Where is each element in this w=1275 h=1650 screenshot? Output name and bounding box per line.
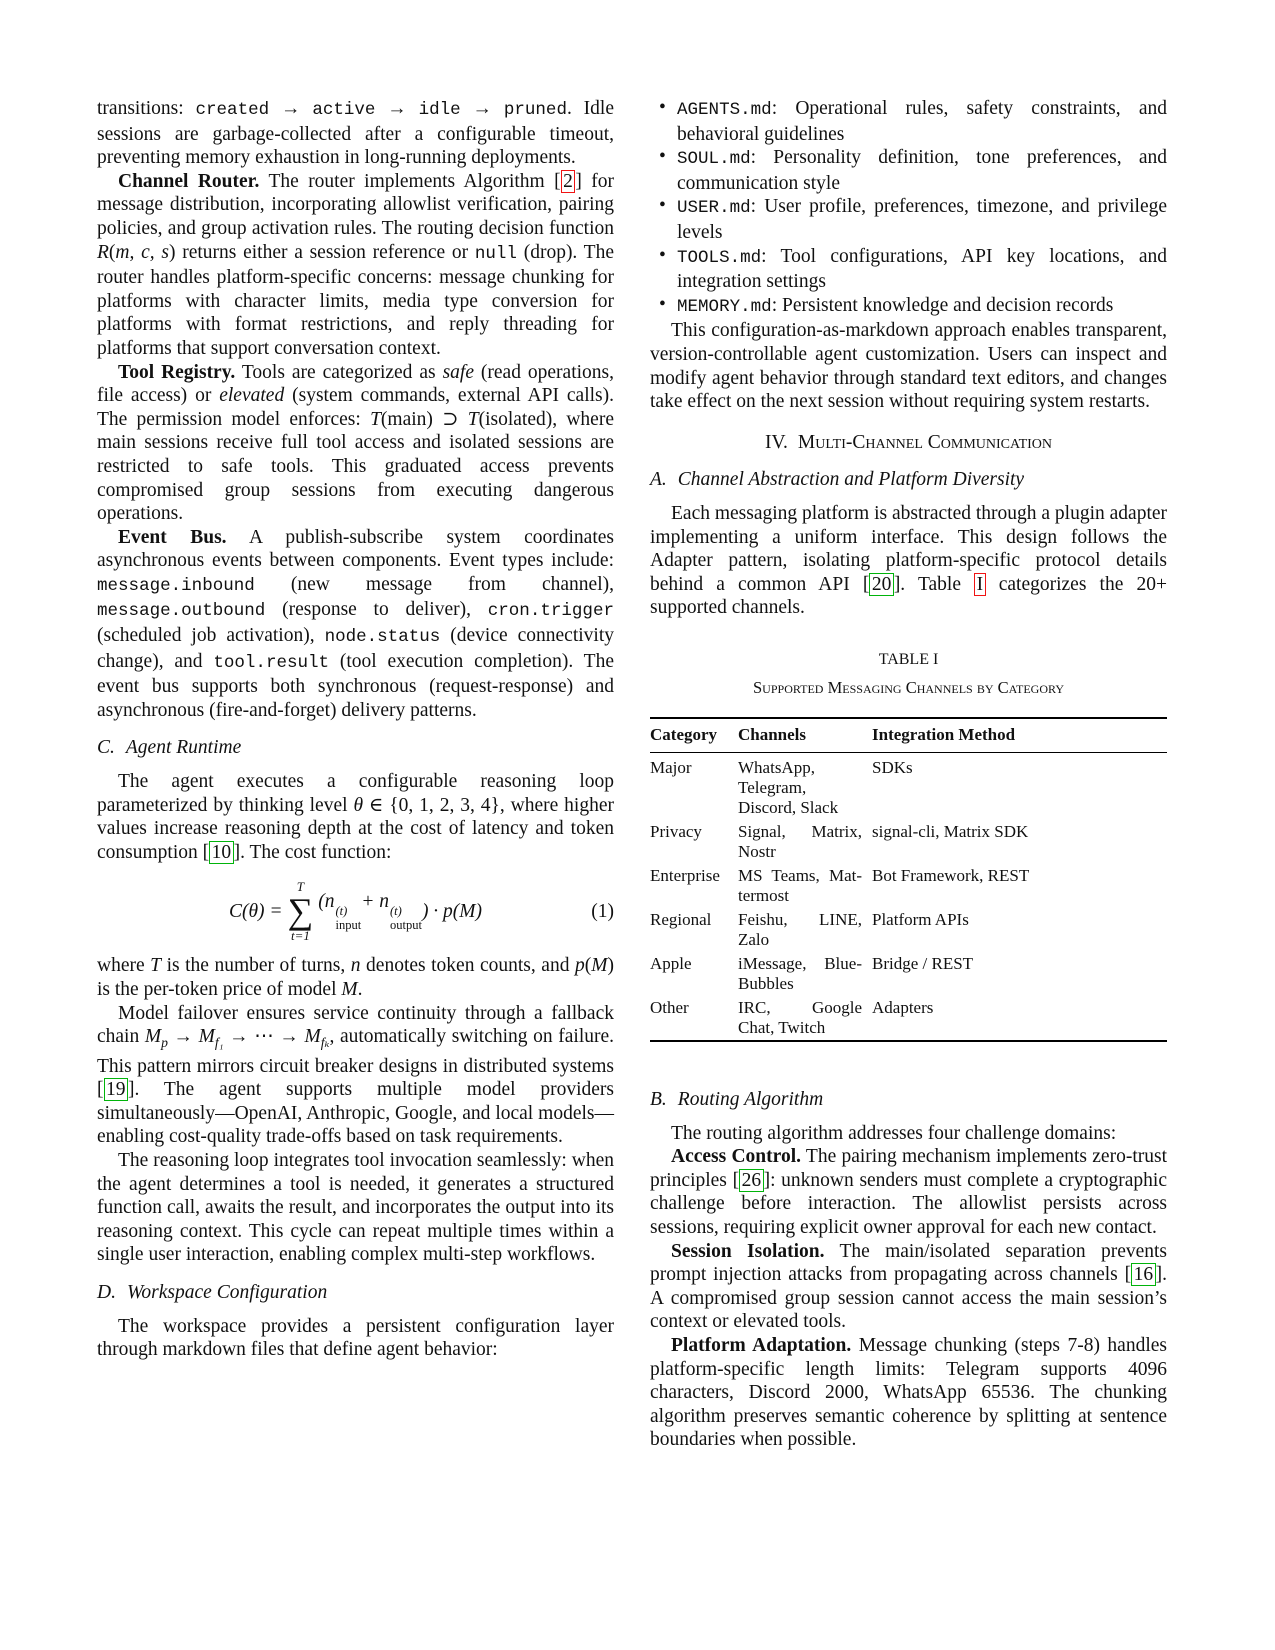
subsection-title: Routing Algorithm xyxy=(677,1089,824,1111)
citation-ref[interactable]: 10 xyxy=(209,841,234,864)
subscript: f₁ xyxy=(214,1035,224,1051)
text-segment: This configuration-as-markdown approach enables transparent, version-controllable agent customization. Users can inspect and modify agent behavior through standard text editors, and changes take effect on the next session without requiring system restarts. xyxy=(650,320,1167,413)
equation-term xyxy=(422,900,482,924)
table-row xyxy=(650,753,1167,821)
paragraph xyxy=(97,1149,614,1267)
term-base: ) · p(M) xyxy=(421,900,483,922)
text-segment: (isolated), where main sessions receive full tool access and isolated sessions are restricted to safe tools. This graduated access prevents compromised group sessions from executing dangerous operations. xyxy=(97,408,614,525)
citation-ref[interactable]: 19 xyxy=(104,1078,129,1101)
supsub-stack xyxy=(390,904,422,932)
text-segment: ]. A compromised group session cannot access the main session’s context or elevated tools. xyxy=(650,1264,1167,1333)
config-file-name: TOOLS.md xyxy=(677,247,762,268)
text-segment: ]. The agent supports multiple model providers simultaneously—OpenAI, Anthropic, Google, and local models—enabling cost-quality trade-offs based on task requirements. xyxy=(97,1079,614,1148)
subsection-number: B. xyxy=(650,1089,667,1111)
bold-lead-in: Session Isolation. xyxy=(671,1240,825,1262)
config-file-name: AGENTS.md xyxy=(677,100,772,120)
table-row xyxy=(650,908,1167,952)
list-item-separator: : xyxy=(750,147,774,169)
config-file-name: SOUL.md xyxy=(677,149,751,170)
paragraph xyxy=(650,1145,1167,1239)
list-item-text: User profile, preferences, timezone, and privilege levels xyxy=(677,196,1167,243)
category-cell: Major xyxy=(650,758,692,778)
sum-upper-limit: T xyxy=(296,879,305,895)
internal-ref[interactable]: I xyxy=(974,573,986,596)
summation-operator xyxy=(288,879,314,943)
category-cell: Privacy xyxy=(650,822,702,842)
text-segment: (main) ⊃ xyxy=(380,408,468,430)
subsection-heading xyxy=(97,736,614,760)
paragraph xyxy=(650,1334,1167,1452)
table-caption-label: TABLE I xyxy=(878,650,939,668)
text-segment: The pairing mechanism implements zero-trust principles [ xyxy=(650,1146,1167,1191)
subscript: fₖ xyxy=(320,1035,330,1051)
channels-line: Discord, Slack xyxy=(738,798,839,818)
italic-text: m, c, s xyxy=(115,241,169,263)
text-segment: categorizes the 20+ supported channels. xyxy=(650,573,1167,619)
citation-ref[interactable]: 26 xyxy=(739,1169,764,1192)
text-segment: where xyxy=(97,955,151,977)
paragraph xyxy=(650,502,1167,620)
channels-cell xyxy=(738,864,872,908)
category-cell: Enterprise xyxy=(650,866,720,886)
list-item-separator: : xyxy=(761,245,781,267)
equation-lhs: C(θ) = xyxy=(228,900,283,922)
paragraph xyxy=(97,770,614,864)
term-subscript: output xyxy=(389,918,422,933)
config-file-name: USER.md xyxy=(677,198,751,219)
term-base: (n xyxy=(318,891,335,913)
bullet-icon: • xyxy=(659,244,666,266)
text-segment: → xyxy=(167,1026,199,1048)
sum-lower-limit: t=1 xyxy=(290,928,310,944)
table-header-cell: Category xyxy=(650,718,738,753)
subsection-title: Workspace Configuration xyxy=(126,1282,328,1304)
bold-lead-in: Tool Registry. xyxy=(118,361,236,383)
table-row xyxy=(650,996,1167,1041)
bold-lead-in: Access Control. xyxy=(671,1146,801,1168)
italic-text: M xyxy=(198,1026,215,1048)
paragraph xyxy=(650,319,1167,413)
text-segment: (scheduled job activation), xyxy=(97,625,325,647)
italic-text: T xyxy=(467,408,479,430)
text-segment: ) is the per-token price of model xyxy=(97,955,614,1000)
code-span: active xyxy=(312,100,376,120)
channels-line: Telegram, xyxy=(738,778,807,798)
italic-text: n xyxy=(350,955,361,977)
list-item-separator: : xyxy=(750,196,765,218)
category-cell: Other xyxy=(650,998,689,1018)
bullet-list xyxy=(650,97,1167,319)
list-item-text: Operational rules, safety constraints, and behavioral guidelines xyxy=(677,98,1167,145)
subscript: p xyxy=(161,1035,168,1051)
text-segment: transitions: xyxy=(97,98,196,119)
equation-number: (1) xyxy=(591,900,614,922)
italic-text: safe xyxy=(442,361,474,383)
subsection-number: C. xyxy=(97,737,115,759)
list-item-separator: : xyxy=(771,98,796,119)
subsection-title: Agent Runtime xyxy=(125,737,242,759)
text-segment: Model failover ensures service continuity through a fallback chain xyxy=(97,1002,614,1048)
italic-text: T xyxy=(150,955,162,977)
text-segment: (system commands, external API calls). The permission model enforces: xyxy=(97,385,614,430)
section-title: Multi-Channel Communication xyxy=(797,431,1052,453)
term-superscript: (t) xyxy=(389,904,402,919)
code-span: tool.result xyxy=(213,652,330,673)
channels-line: WhatsApp, xyxy=(738,758,815,778)
bullet-icon: • xyxy=(659,195,666,217)
subsection-title: Channel Abstraction and Platform Diversity xyxy=(677,469,1025,491)
table-header-row xyxy=(650,718,1167,753)
category-cell: Regional xyxy=(650,910,712,930)
italic-text: R xyxy=(97,241,109,263)
text-segment: Each messaging platform is abstracted through a plugin adapter implementing a uniform interface. This design follows the Adapter pattern, isolating platform-specific protocol details behind a common API [ xyxy=(650,502,1168,595)
text-segment: → xyxy=(375,98,419,119)
code-span: null xyxy=(474,243,517,264)
code-span: node.status xyxy=(324,627,441,648)
category-cell: Apple xyxy=(650,954,692,974)
text-segment: → ⋯ → xyxy=(223,1026,305,1048)
table-block xyxy=(650,648,1167,1042)
integration-cell: signal-cli, Matrix SDK xyxy=(872,822,1029,842)
text-segment: (response to deliver), xyxy=(265,599,488,621)
integration-cell: Bot Framework, REST xyxy=(872,866,1030,886)
text-segment: The agent executes a configurable reasoning loop parameterized by thinking level xyxy=(97,771,614,816)
channels-line: Nostr xyxy=(738,842,776,862)
italic-text: elevated xyxy=(219,385,285,407)
list-item xyxy=(650,294,1167,320)
channels-cell xyxy=(738,753,872,821)
section-number: IV. xyxy=(764,431,788,453)
equation-term xyxy=(361,890,422,932)
text-segment: . Idle sessions are garbage-collected after a configurable timeout, preventing memory exhaustion in long-running deployments. xyxy=(97,98,614,169)
list-item xyxy=(650,195,1167,244)
channels-line: Signal, Matrix, xyxy=(738,822,862,842)
equation-term xyxy=(318,890,361,932)
subsection-heading xyxy=(97,1281,614,1305)
bold-lead-in: Event Bus. xyxy=(118,526,227,548)
bullet-icon: • xyxy=(659,146,666,168)
channels-table xyxy=(650,717,1167,1042)
channels-line: Feishu, LINE, xyxy=(738,910,862,930)
bold-lead-in: Platform Adaptation. xyxy=(671,1335,852,1356)
text-segment: Tools are categorized as xyxy=(235,361,443,383)
config-file-name: MEMORY.md xyxy=(677,296,772,317)
code-span: message.outbound xyxy=(97,601,266,622)
bold-lead-in: Channel Router. xyxy=(118,170,260,192)
internal-ref[interactable]: 2 xyxy=(561,170,576,193)
list-item-text: Personality definition, tone preferences, and communication style xyxy=(677,147,1167,194)
text-segment: ∈ {0, 1, 2, 3, 4}, where higher values increase reasoning depth at the cost of latency and token consumption [ xyxy=(97,794,614,863)
channels-line: Bubbles xyxy=(738,974,794,994)
list-item-text: Persistent knowledge and decision records xyxy=(781,294,1114,316)
paragraph xyxy=(97,526,614,723)
table-header-cell: Channels xyxy=(738,718,872,753)
paragraph xyxy=(650,1240,1167,1334)
channels-line: Chat, Twitch xyxy=(738,1018,826,1038)
paragraph xyxy=(97,954,614,1001)
channels-line: MS Teams, Mat- xyxy=(738,866,862,886)
bullet-icon: • xyxy=(659,97,666,118)
italic-text: M xyxy=(144,1026,162,1048)
equation xyxy=(97,879,614,943)
text-segment: A publish-subscribe system coordinates asynchronous events between components. Event types include: xyxy=(97,526,614,572)
channels-cell xyxy=(738,952,872,996)
channels-line: termost xyxy=(738,886,789,906)
italic-text: T xyxy=(370,408,381,430)
text-segment: Message chunking (steps 7-8) handles platform-specific length limits: Telegram supports 4096 characters, Discord 2000, WhatsApp 65536. The chunking algorithm preserves semantic coherence by splitting at sentence boundaries when possible. xyxy=(650,1335,1167,1451)
subsection-number: A. xyxy=(650,469,667,491)
italic-text: θ xyxy=(353,794,364,816)
paragraph xyxy=(97,361,614,526)
italic-text: M xyxy=(341,979,358,1000)
list-item xyxy=(650,97,1167,146)
bullet-icon: • xyxy=(659,293,666,315)
text-segment: (device connectivity change), and xyxy=(97,625,615,672)
text-segment: (tool execution completion). The event bus supports both synchronous (request-response) and asynchronous (fire-and-forget) delivery patterns. xyxy=(97,650,614,721)
code-span: cron.trigger xyxy=(487,601,614,622)
text-segment: (read operations, file access) or xyxy=(97,361,615,407)
subsection-heading xyxy=(650,1088,1167,1112)
section-heading xyxy=(650,431,1167,455)
channels-line: IRC, Google xyxy=(738,998,862,1018)
table-row xyxy=(650,864,1167,908)
integration-cell: SDKs xyxy=(872,758,913,778)
text-segment: denotes token counts, and xyxy=(360,955,575,977)
term-superscript: (t) xyxy=(335,904,348,919)
channels-line: Zalo xyxy=(738,930,770,950)
text-segment: ]. The cost function: xyxy=(233,841,392,863)
italic-text: p xyxy=(575,955,585,977)
text-segment: The main/isolated separation prevents prompt injection attacks from propagating across channels [ xyxy=(650,1240,1168,1286)
text-segment: ]: unknown senders must complete a cryptographic challenge before interaction. The allowlist persists across sessions, requiring explicit owner approval for each new contact. xyxy=(650,1169,1167,1239)
paragraph xyxy=(97,97,614,170)
text-segment: (drop). The router handles platform-specific concerns: message chunking for platforms with character limits, media type conversion for platforms with format restrictions, and reply threading for platforms that support conversation context. xyxy=(97,241,615,359)
citation-ref[interactable]: 20 xyxy=(869,573,894,596)
term-base: + n xyxy=(361,891,389,913)
text-segment: ) returns either a session reference or xyxy=(168,241,475,263)
text-segment: . xyxy=(357,979,363,1000)
table-row xyxy=(650,820,1167,864)
list-item xyxy=(650,245,1167,294)
left-column xyxy=(97,97,614,1452)
sigma-symbol: ∑ xyxy=(287,891,314,932)
channels-cell xyxy=(738,996,872,1041)
text-segment: (new message from channel), xyxy=(254,573,614,595)
text-segment: The routing algorithm addresses four challenge domains: xyxy=(671,1122,1117,1144)
text-segment: → xyxy=(269,98,313,119)
list-item xyxy=(650,146,1167,195)
text-segment: The router implements Algorithm [ xyxy=(259,170,561,192)
text-segment: , automatically switching on failure. This pattern mirrors circuit breaker designs in distributed systems [ xyxy=(97,1026,615,1101)
text-segment: → xyxy=(460,98,504,119)
text-segment: ]. Table xyxy=(893,573,975,595)
subsection-number: D. xyxy=(97,1282,116,1304)
code-span: idle xyxy=(418,100,461,120)
integration-cell: Platform APIs xyxy=(872,910,969,930)
channels-cell xyxy=(738,908,872,952)
term-subscript: input xyxy=(335,918,362,933)
italic-text: M xyxy=(304,1026,321,1048)
table-caption-title: Supported Messaging Channels by Category xyxy=(753,678,1064,698)
subsection-heading xyxy=(650,468,1167,492)
paragraph xyxy=(97,1002,614,1149)
integration-cell: Bridge / REST xyxy=(872,954,974,974)
table-row xyxy=(650,952,1167,996)
table-header-cell: Integration Method xyxy=(872,718,1167,753)
paragraph xyxy=(97,170,614,361)
channels-line: iMessage, Blue- xyxy=(738,954,862,974)
supsub-stack xyxy=(335,904,361,932)
text-segment: ( xyxy=(584,955,592,977)
paragraph xyxy=(650,1122,1167,1146)
text-segment: ( xyxy=(108,241,116,263)
list-item-text: Tool configurations, API key locations, and integration settings xyxy=(677,245,1167,293)
integration-cell: Adapters xyxy=(872,998,934,1018)
channels-cell xyxy=(738,820,872,864)
equation-body xyxy=(139,879,572,943)
italic-text: M xyxy=(591,955,608,977)
paragraph xyxy=(97,1315,614,1362)
text-segment: The workspace provides a persistent configuration layer through markdown files that define agent behavior: xyxy=(97,1315,614,1361)
text-segment: ] for message distribution, incorporating allowlist verification, pairing policies, and group activation rules. The routing decision function xyxy=(97,170,614,239)
list-item-separator: : xyxy=(771,294,782,316)
code-span: created xyxy=(195,100,270,120)
citation-ref[interactable]: 16 xyxy=(1131,1263,1156,1286)
code-span: message.inbound xyxy=(97,575,255,596)
right-column xyxy=(650,97,1167,1452)
text-segment: The reasoning loop integrates tool invocation seamlessly: when the agent determines a tool is needed, it generates a structured function call, awaits the result, and incorporates the output into its reasoning context. This cycle can repeat multiple times within a single user interaction, enabling complex multi-step workflows. xyxy=(97,1150,614,1266)
code-span: pruned xyxy=(503,100,567,120)
text-segment: is the number of turns, xyxy=(161,955,351,977)
